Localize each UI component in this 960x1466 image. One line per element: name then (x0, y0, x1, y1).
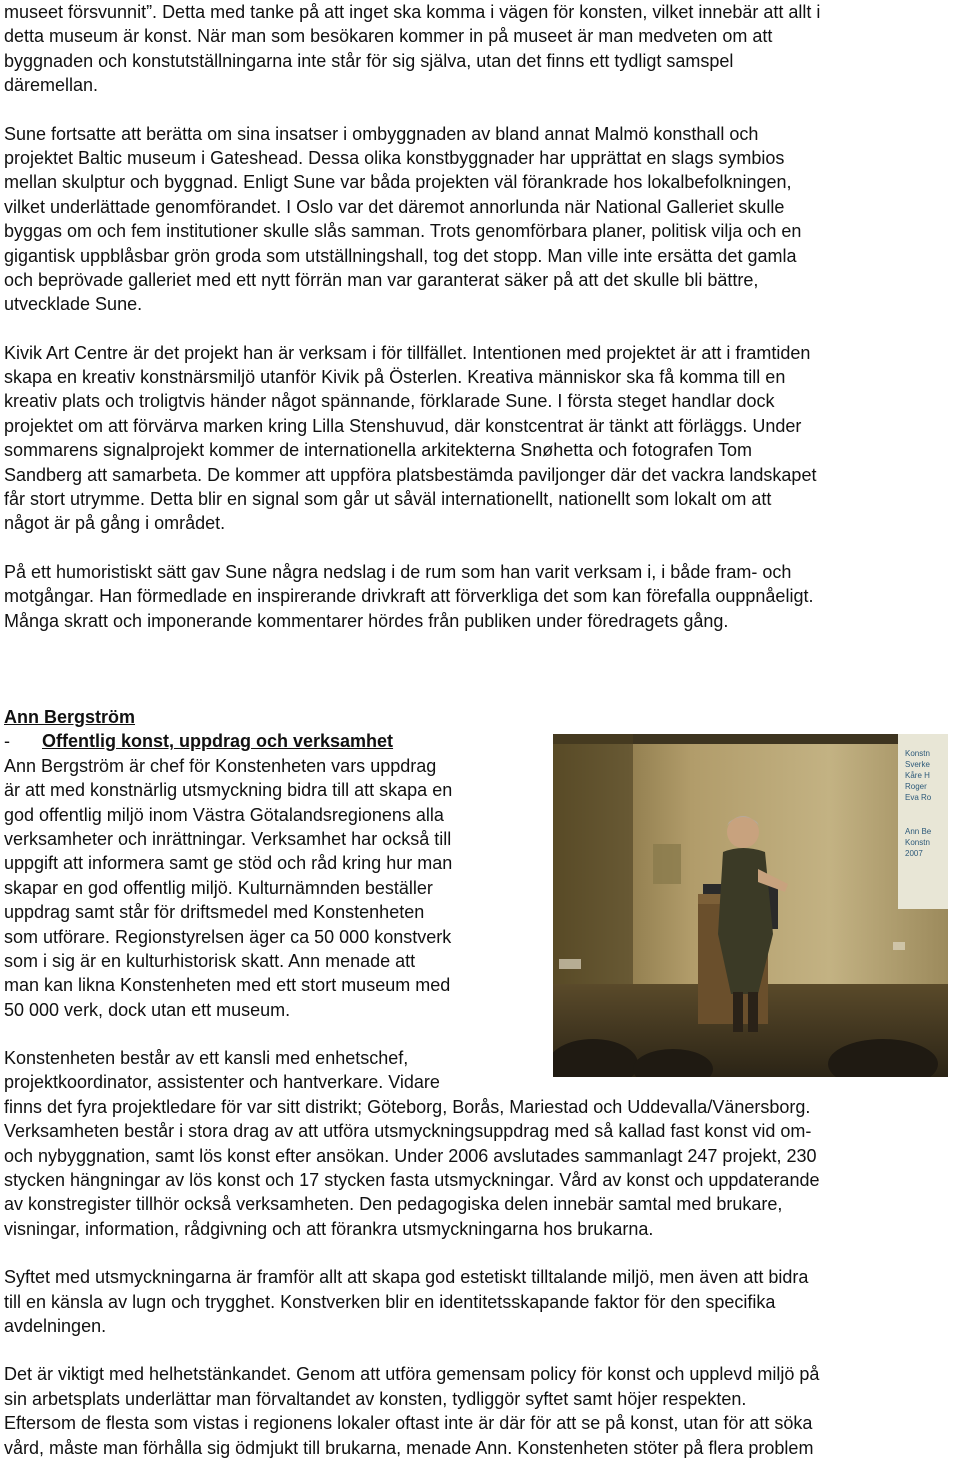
screen-text: Konstn (905, 749, 930, 758)
text-line: skapar en god offentlig miljö. Kulturnämnden beställer (4, 877, 433, 898)
presentation-photo (553, 734, 948, 1077)
text-line: Eftersom de flesta som vistas i regionens lokaler oftast inte är där för att se på konst, utan för att söka (4, 1413, 813, 1434)
text-line: uppgift att informera samt ge stöd och råd kring hur man (4, 853, 453, 874)
text-line: däremellan. (4, 75, 99, 96)
screen-text: Eva Ro (905, 793, 932, 802)
screen-text: Roger (905, 782, 927, 791)
document-page (4, 0, 958, 1460)
text-line: projektet om att förvärva marken kring Lilla Stenshuvud, där konstcentrat är tänkt att förläggs. Under (4, 415, 802, 436)
paragraph-kivik (4, 341, 958, 536)
text-line: museet försvunnit”. Detta med tanke på att inget ska komma i vägen för konsten, vilket innebär att allt i (4, 2, 821, 22)
text-line: av konstregister tillhör också verksamheten. Den pedagogiska delen innebär samtal med brukare, (4, 1194, 783, 1215)
photo-scene (553, 734, 948, 1077)
text-line: som utförare. Regionstyrelsen äger ca 50 000 konstverk (4, 926, 452, 947)
text-line: uppdrag samt står för driftsmedel med Konstenheten (4, 902, 425, 923)
text-line: till en känsla av lugn och trygghet. Konstverken blir en identitetsskapande faktor för den specifika (4, 1291, 776, 1312)
text-line: verksamheter och inrättningar. Verksamhet har också till (4, 828, 452, 849)
text-line: som i sig är en kulturhistorisk skatt. Ann menade att (4, 950, 416, 971)
text-line: stycken hängningar av lös konst och 17 stycken fasta utsmyckningar. Vård av konst och uppdaterande (4, 1170, 820, 1191)
text-line: Verksamheten består i stora drag av att utföra utsmyckningsuppdrag med så kallad fast konst vid om- (4, 1121, 812, 1142)
screen-text: Kåre H (905, 771, 930, 780)
subtitle-dash: - (4, 731, 10, 752)
screen-text: Ann Be (905, 827, 932, 836)
text-line: projektet Baltic museum i Gateshead. Dessa olika konstbyggnader har upprättat en slags symbios (4, 147, 785, 168)
screen-text: 2007 (905, 849, 923, 858)
section-heading (4, 705, 958, 729)
text-line: projektkoordinator, assistenter och hantverkare. Vidare (4, 1072, 440, 1093)
paragraph-sune-projects (4, 122, 958, 317)
text-line: utvecklade Sune. (4, 294, 143, 315)
text-line: är att med konstnärlig utsmyckning bidra till att skapa en (4, 780, 453, 801)
text-line: sommarens signalprojekt kommer de internationella arkitekterna Snøhetta och fotografen Tom (4, 440, 753, 461)
text-line: kreativ plats och troligtvis händer något spännande, förklarade Sune. I första steget handlar dock (4, 391, 775, 412)
text-line: motgångar. Han förmedlade en inspirerande drivkraft att förverkliga det som kan förefalla ouppnåeligt. (4, 586, 814, 607)
text-line: sin arbetsplats underlättar man förvaltandet av konsten, tydliggör syftet samt höjer respekten. (4, 1388, 747, 1409)
section-subtitle: Offentlig konst, uppdrag och verksamhet (42, 731, 394, 752)
text-line: Syftet med utsmyckningarna är framför allt att skapa god estetiskt tilltalande miljö, men även att bidra (4, 1267, 809, 1288)
text-line: får stort utrymme. Detta blir en signal som går ut såväl internationellt, nationellt som lokalt om att (4, 489, 772, 510)
text-line: Kivik Art Centre är det projekt han är verksam i för tillfället. Intentionen med projektet är att i framtiden (4, 342, 811, 363)
screen-text: Konstn (905, 838, 930, 847)
text-line: Ann Bergström är chef för Konstenheten vars uppdrag (4, 755, 437, 776)
text-line: byggnaden och konstutställningarna inte står för sig själva, utan det finns ett tydligt samspel (4, 50, 734, 71)
text-line: På ett humoristiskt sätt gav Sune några nedslag i de rum som han varit verksam i, i både fram- och (4, 561, 792, 582)
text-line: skapa en kreativ konstnärsmiljö utanför Kivik på Österlen. Kreativa människor ska få komma till en (4, 367, 786, 388)
paragraph-helhet (4, 1362, 958, 1460)
text-line: vilket underlättade genomförandet. I Oslo var det däremot annorlunda när National Galleriet skulle (4, 196, 785, 217)
text-line: Många skratt och imponerande kommentarer hördes från publiken under föredragets gång. (4, 610, 729, 631)
paragraph-syftet (4, 1265, 958, 1338)
text-line: byggas om och fem institutioner skulle slås samman. Trots genomförbara planer, politisk vilja och en (4, 221, 802, 242)
text-line: Sandberg att samarbeta. De kommer att uppföra platsbestämda paviljonger där det vackra landskapet (4, 464, 817, 485)
text-line: Konstenheten består av ett kansli med enhetschef, (4, 1048, 409, 1069)
text-line: och nybyggnation, samt lös konst efter ansökan. Under 2006 avslutades sammanlagt 247 projekt, 230 (4, 1145, 817, 1166)
section-title: Ann Bergström (4, 706, 136, 727)
text-line: 50 000 verk, dock utan ett museum. (4, 999, 291, 1020)
text-line: vård, måste man förhålla sig ödmjukt till brukarna, menade Ann. Konstenheten stöter på flera problem (4, 1437, 814, 1458)
text-line: mellan skulptur och byggnad. Enligt Sune var båda projekten väl förankrade hos lokalbefolkningen, (4, 172, 792, 193)
text-line: god offentlig miljö inom Västra Götalandsregionens alla (4, 804, 444, 825)
text-line: Det är viktigt med helhetstänkandet. Genom att utföra gemensam policy för konst och upplevd miljö på (4, 1364, 820, 1385)
text-line: gigantisk uppblåsbar grön groda som utställningshall, tog det stopp. Man ville inte ersätta det gamla (4, 245, 797, 266)
text-line: Sune fortsatte att berätta om sina insatser i ombyggnaden av bland annat Malmö konsthall och (4, 123, 759, 144)
paragraph-humor (4, 560, 958, 633)
screen-text: Sverke (905, 760, 930, 769)
text-line: avdelningen. (4, 1315, 107, 1336)
text-line: visningar, information, rådgivning och att förankra utsmyckningarna hos brukarna. (4, 1218, 654, 1239)
text-line: man kan likna Konstenheten med ett stort museum med (4, 975, 451, 996)
text-line: och beprövade galleriet med ett nytt förrän man var garanterat säker på att det skulle bli bättre, (4, 269, 759, 290)
text-line: detta museum är konst. När man som besökaren kommer in på museet är man medveten om att (4, 26, 773, 47)
text-line: finns det fyra projektledare för var sitt distrikt; Göteborg, Borås, Mariestad och Uddevalla/Vänersborg. (4, 1096, 811, 1117)
text-line: något är på gång i området. (4, 513, 226, 534)
paragraph-museum (4, 0, 958, 98)
